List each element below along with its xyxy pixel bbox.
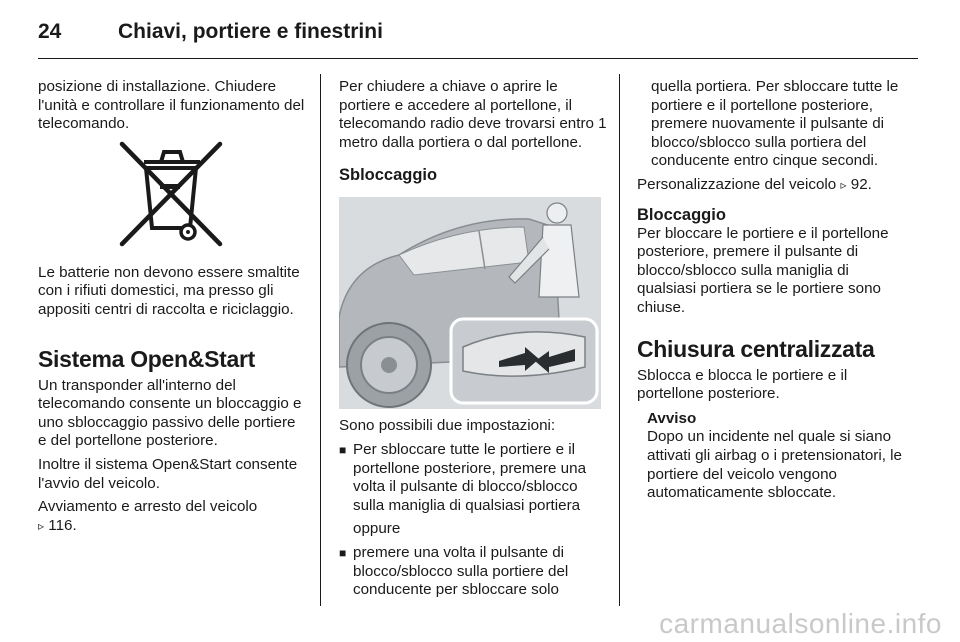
page-reference-icon: ▹ bbox=[38, 518, 45, 533]
page-reference[interactable]: 92. bbox=[850, 175, 872, 193]
paragraph bbox=[637, 176, 905, 195]
option-list bbox=[339, 544, 609, 600]
watermark: carmanualsonline.info bbox=[659, 608, 942, 639]
page-reference[interactable]: 116. bbox=[48, 516, 77, 534]
page-reference-icon: ▹ bbox=[840, 177, 847, 192]
crossed-out-wheelie-bin-icon bbox=[116, 140, 226, 250]
paragraph: oppure bbox=[353, 520, 401, 538]
list-item-text: premere una volta il pulsante di blocco/sblocco sulla portiere del conducente per sbloccare solo bbox=[353, 543, 569, 599]
cross-reference-label: Personalizzazione del veicolo bbox=[637, 175, 837, 193]
paragraph: Inoltre il sistema Open&Start consente l'avvio del veicolo. bbox=[38, 455, 298, 492]
list-item-text: Per sbloccare tutte le portiere e il portellone posteriore, premere una volta il pulsante di blocco/sblocco sulla maniglia di qualsiasi portiera bbox=[353, 440, 587, 514]
paragraph: Un transponder all'interno del telecomando consente un bloccaggio e uno sbloccaggio passivo delle portiere e del portellone posteriore. bbox=[38, 376, 302, 450]
subsection-heading: Sbloccaggio bbox=[339, 166, 438, 185]
page-header bbox=[38, 14, 918, 59]
bullet-icon: ■ bbox=[339, 545, 347, 560]
page-title: Chiavi, portiere e finestrini bbox=[118, 20, 383, 43]
column-3 bbox=[637, 78, 905, 503]
list-item bbox=[339, 441, 609, 515]
notice-title: Avviso bbox=[647, 409, 697, 427]
paragraph: Sblocca e blocca le portiere e il portellone posteriore. bbox=[637, 366, 848, 403]
page-number: 24 bbox=[38, 20, 62, 43]
paragraph bbox=[38, 498, 308, 535]
paragraph: Per chiudere a chiave o aprire le portiere e accedere al portellone, il telecomando radio deve trovarsi entro 1 metro dalla portiera o dal portellone. bbox=[339, 78, 607, 151]
car-door-handle-illustration bbox=[339, 197, 601, 409]
column-divider bbox=[619, 74, 620, 606]
cross-reference-label: Avviamento e arresto del veicolo bbox=[38, 498, 258, 516]
paragraph: Sono possibili due impostazioni: bbox=[339, 417, 556, 435]
column-1 bbox=[38, 78, 308, 540]
option-list bbox=[339, 441, 609, 515]
paragraph: Per bloccare le portiere e il portellone posteriore, premere il pulsante di blocco/sblocco sulla maniglia di qualsiasi portiera se le portiere sono chiuse. bbox=[637, 224, 889, 316]
paragraph: quella portiera. Per sbloccare tutte le portiere e il portellone posteriore, premere nuovamente il pulsante di blocco/sblocco sulla portiera del conducente entro cinque secondi. bbox=[651, 78, 899, 170]
column-divider bbox=[320, 74, 321, 606]
notice-text: Dopo un incidente nel quale si siano attivati gli airbag o i pretensionatori, le portiere del veicolo vengono automaticamente sbloccate. bbox=[647, 428, 902, 502]
paragraph: posizione di installazione. Chiudere l'unità e controllare il funzionamento del telecomando. bbox=[38, 78, 305, 133]
list-item bbox=[339, 544, 609, 600]
paragraph: Le batterie non devono essere smaltite con i rifiuti domestici, ma presso gli appositi centri di raccolta e riciclaggio. bbox=[38, 263, 300, 318]
section-heading: Chiusura centralizzata bbox=[637, 335, 875, 362]
section-heading: Sistema Open&Start bbox=[38, 345, 255, 372]
bullet-icon: ■ bbox=[339, 442, 347, 457]
notice-box bbox=[647, 410, 905, 503]
column-2 bbox=[339, 78, 609, 605]
subsection-heading: Bloccaggio bbox=[637, 205, 726, 224]
